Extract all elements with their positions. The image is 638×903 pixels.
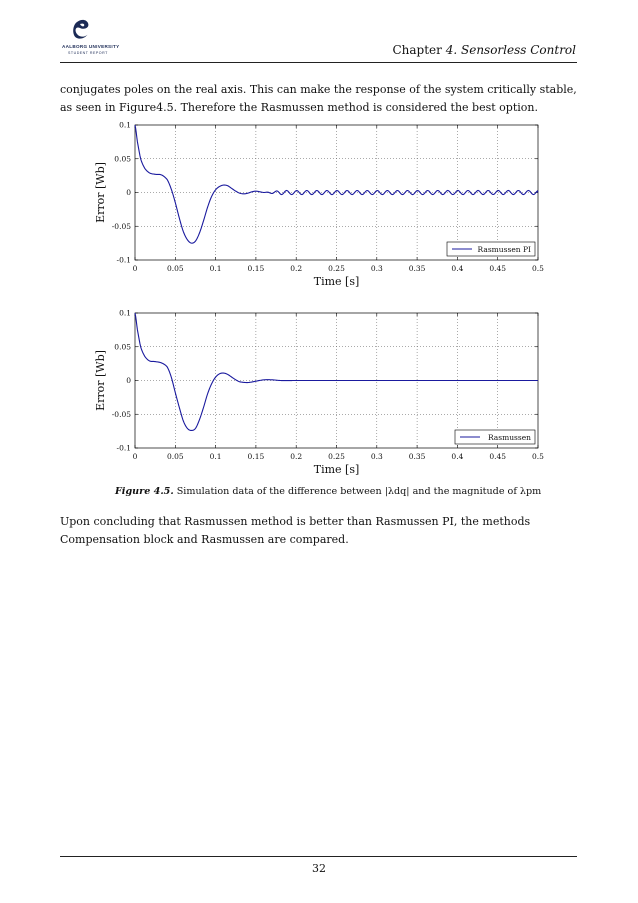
- figure-caption: [115, 486, 541, 497]
- logo-report-label: STUDENT REPORT: [68, 51, 108, 55]
- y-axis-title: Error [Wb]: [94, 162, 107, 223]
- x-tick-label: 0.5: [532, 452, 544, 461]
- x-tick-label: 0.45: [489, 452, 507, 461]
- chapter-title: Sensorless Control: [461, 43, 576, 57]
- y-tick-label: -0.05: [111, 409, 131, 419]
- y-tick-label: 0: [126, 376, 131, 385]
- legend-label: Rasmussen: [487, 433, 531, 442]
- x-tick-label: 0.4: [451, 264, 464, 273]
- y-axis-title: Error [Wb]: [94, 350, 107, 411]
- logo-university-name: AALBORG UNIVERSITY: [62, 44, 120, 49]
- header-rule: [60, 62, 577, 63]
- x-tick-label: 0.2: [290, 452, 303, 461]
- x-tick-label: 0.1: [209, 264, 222, 273]
- x-tick-label: 0.15: [247, 264, 265, 273]
- x-tick-label: 0.35: [408, 452, 426, 461]
- y-tick-label: 0: [126, 188, 131, 197]
- y-tick-label: 0.1: [119, 308, 131, 318]
- x-tick-label: 0: [132, 264, 138, 273]
- y-tick-label: 0.1: [119, 120, 131, 130]
- chapter-number: 4.: [445, 43, 458, 57]
- figure-label: Figure 4.5.: [115, 486, 174, 497]
- x-tick-label: 0.25: [328, 264, 345, 273]
- x-axis-title: Time [s]: [313, 463, 360, 476]
- x-axis-title: Time [s]: [313, 275, 360, 288]
- x-tick-label: 0.05: [166, 452, 184, 461]
- y-tick-label: 0.05: [114, 342, 131, 352]
- chapter-label: Chapter: [392, 43, 442, 57]
- x-tick-label: 0.35: [408, 264, 426, 273]
- x-tick-label: 0.2: [290, 264, 303, 273]
- paragraph-intro: conjugates poles on the real axis. This can make the response of the system critically stable, as seen in Figure4.5. Therefore the Rasmussen method is considered the best option.: [60, 83, 577, 114]
- university-logo: [62, 18, 132, 62]
- figure-caption-text: Simulation data of the difference between |λdq| and the magnitude of λpm: [176, 486, 542, 497]
- x-tick-label: 0.5: [532, 264, 544, 273]
- y-tick-label: -0.1: [116, 443, 131, 453]
- series-line: [135, 125, 538, 243]
- x-tick-label: 0.05: [166, 264, 184, 273]
- x-tick-label: 0.3: [370, 264, 383, 273]
- y-tick-label: 0.05: [114, 154, 131, 164]
- x-tick-label: 0.25: [328, 452, 345, 461]
- logo-emblem-icon: [62, 18, 132, 44]
- page-number: 32: [312, 862, 326, 875]
- paragraph-conclusion: Upon concluding that Rasmussen method is better than Rasmussen PI, the methods Compensation block and Rasmussen are compared.: [60, 515, 531, 546]
- x-tick-label: 0: [132, 452, 138, 461]
- plot-rasmussen-pi: [0, 110, 638, 295]
- plot-rasmussen: [0, 298, 638, 483]
- y-tick-label: -0.1: [116, 255, 131, 265]
- x-tick-label: 0.1: [209, 452, 222, 461]
- x-tick-label: 0.3: [370, 452, 383, 461]
- x-tick-label: 0.45: [489, 264, 507, 273]
- running-head: [392, 43, 576, 57]
- footer-rule: [60, 856, 577, 857]
- x-tick-label: 0.15: [247, 452, 265, 461]
- y-tick-label: -0.05: [111, 221, 131, 231]
- legend-label: Rasmussen PI: [477, 245, 531, 254]
- x-tick-label: 0.4: [451, 452, 464, 461]
